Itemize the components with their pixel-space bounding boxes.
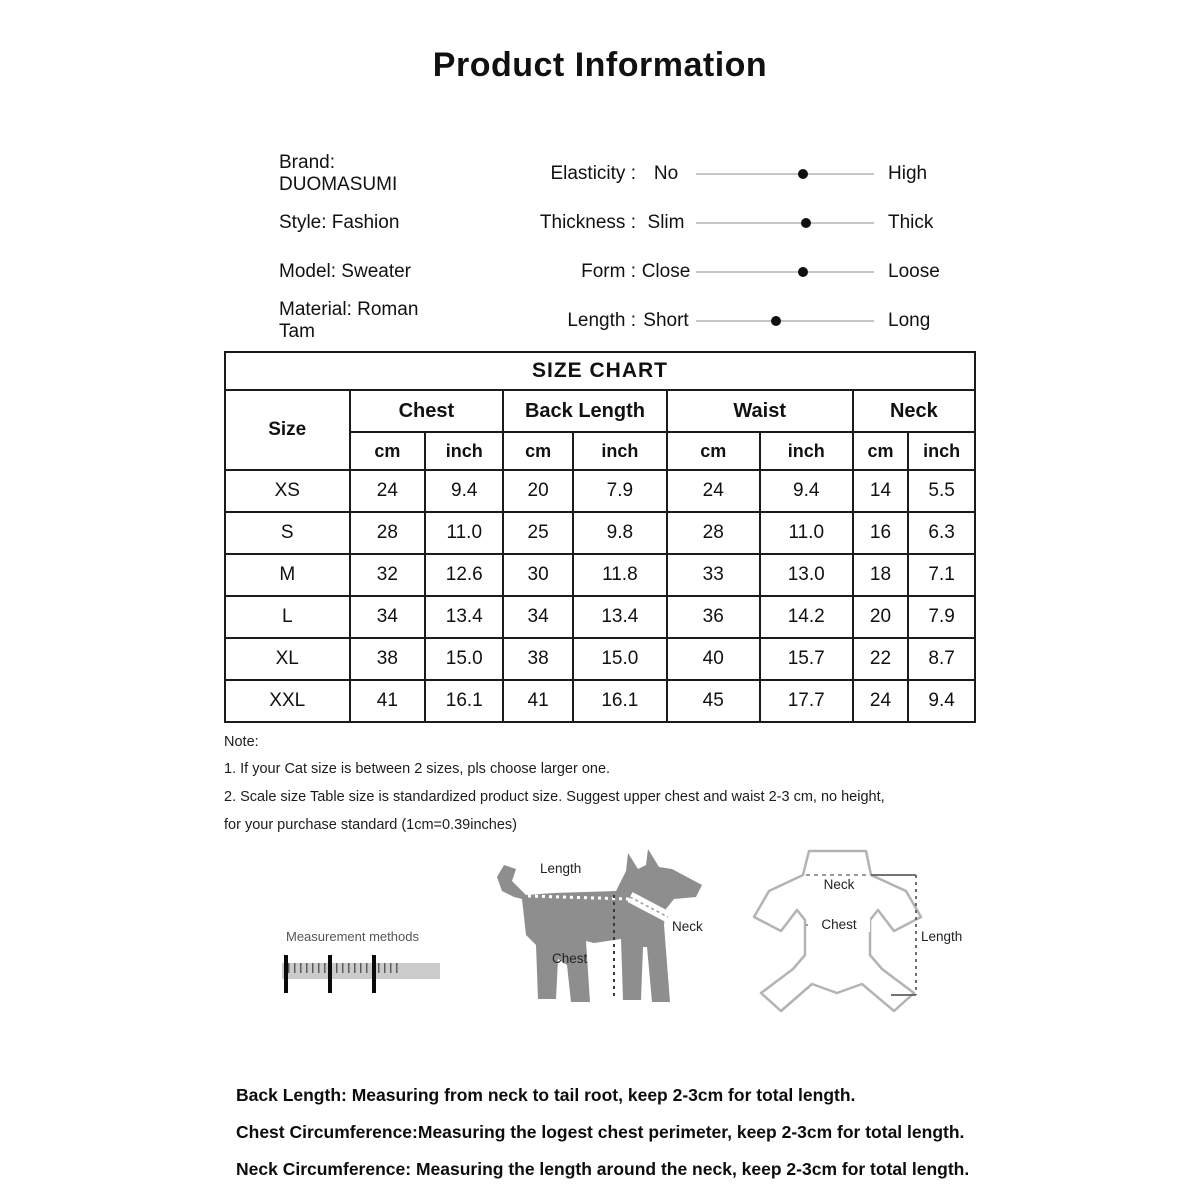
table-cell: 25 <box>503 512 573 554</box>
note-line: for your purchase standard (1cm=0.39inches) <box>224 817 517 833</box>
slider-left-value: Close <box>641 260 691 282</box>
garment-neck-label: Neck <box>811 877 867 892</box>
slider-left-value: Short <box>643 309 689 331</box>
unit-header: inch <box>908 432 975 470</box>
table-cell: 6.3 <box>908 512 975 554</box>
garment-length-label: Length <box>921 929 963 944</box>
garment-chest-label: Chest <box>808 917 870 932</box>
slider-label: Form : <box>581 260 636 282</box>
back-length-definition: Back Length: Measuring from neck to tail root, keep 2-3cm for total length. <box>236 1085 856 1105</box>
note-heading: Note: <box>224 734 259 750</box>
product-info-page <box>224 0 976 1188</box>
unit-header: inch <box>425 432 503 470</box>
table-cell: 12.6 <box>425 554 503 596</box>
table-cell: 16.1 <box>425 680 503 722</box>
neck-circumference-definition: Neck Circumference: Measuring the length around the neck, keep 2-3cm for total length. <box>236 1159 970 1179</box>
table-cell: 7.9 <box>573 470 667 512</box>
table-cell: 38 <box>503 638 573 680</box>
table-cell: 9.4 <box>760 470 853 512</box>
table-cell: 5.5 <box>908 470 975 512</box>
table-cell: 24 <box>350 470 426 512</box>
table-cell: 9.8 <box>573 512 667 554</box>
size-cell: XXL <box>225 680 350 722</box>
unit-header: cm <box>853 432 909 470</box>
slider-right-value: High <box>888 162 928 184</box>
size-cell: S <box>225 512 350 554</box>
dog-diagram <box>494 847 714 1017</box>
chest-group-header: Chest <box>350 390 504 432</box>
slider-label: Length : <box>567 309 636 331</box>
table-cell: 41 <box>503 680 573 722</box>
note-line: 2. Scale size Table size is standardized product size. Suggest upper chest and waist 2-3 cm, no height, <box>224 789 885 805</box>
slider-left-value: No <box>653 162 679 184</box>
table-cell: 40 <box>667 638 760 680</box>
size-cell: XL <box>225 638 350 680</box>
slider-dot <box>801 218 811 228</box>
measurement-caption: Measurement methods <box>286 929 419 944</box>
unit-header: cm <box>503 432 573 470</box>
unit-header: inch <box>573 432 667 470</box>
back-length-group-header: Back Length <box>503 390 667 432</box>
table-cell: 14 <box>853 470 909 512</box>
slider-left-value: Slim <box>647 211 685 233</box>
attribute-row <box>224 198 976 247</box>
table-cell: 20 <box>503 470 573 512</box>
table-cell: 13.0 <box>760 554 853 596</box>
brand-text: Brand: DUOMASUMI <box>279 151 398 195</box>
table-cell: 16.1 <box>573 680 667 722</box>
style-text: Style: Fashion <box>279 211 400 233</box>
size-cell: L <box>225 596 350 638</box>
slider-dot <box>798 169 808 179</box>
definitions-section <box>224 1077 976 1188</box>
table-cell: 15.7 <box>760 638 853 680</box>
table-cell: 32 <box>350 554 426 596</box>
slider-track <box>696 320 874 322</box>
table-cell: 15.0 <box>425 638 503 680</box>
table-cell: 34 <box>350 596 426 638</box>
slider-dot <box>798 267 808 277</box>
material-text: Material: Roman Tam <box>279 298 419 342</box>
table-cell: 45 <box>667 680 760 722</box>
table-cell: 28 <box>350 512 426 554</box>
ruler-icon <box>282 963 440 979</box>
table-cell: 36 <box>667 596 760 638</box>
table-cell: 30 <box>503 554 573 596</box>
table-cell: 15.0 <box>573 638 667 680</box>
neck-group-header: Neck <box>853 390 975 432</box>
ruler-major-tick <box>372 955 376 993</box>
table-cell: 28 <box>667 512 760 554</box>
table-cell: 13.4 <box>573 596 667 638</box>
page-title: Product Information <box>432 46 768 84</box>
table-row <box>225 470 975 512</box>
dog-length-label: Length <box>540 861 582 876</box>
table-cell: 34 <box>503 596 573 638</box>
table-cell: 38 <box>350 638 426 680</box>
size-cell: M <box>225 554 350 596</box>
waist-group-header: Waist <box>667 390 853 432</box>
dog-chest-label: Chest <box>552 951 588 966</box>
table-cell: 17.7 <box>760 680 853 722</box>
measurement-section <box>224 841 976 1053</box>
attributes-section <box>224 149 976 345</box>
table-cell: 24 <box>853 680 909 722</box>
slider-right-value: Long <box>888 309 931 331</box>
chest-circumference-definition: Chest Circumference:Measuring the logest chest perimeter, keep 2-3cm for total length. <box>236 1122 965 1142</box>
ruler-major-tick <box>284 955 288 993</box>
ruler-minor-ticks <box>288 963 402 973</box>
dog-neck-label: Neck <box>672 919 703 934</box>
table-row <box>225 638 975 680</box>
slider-label: Thickness : <box>539 211 636 233</box>
table-cell: 8.7 <box>908 638 975 680</box>
size-chart-title: SIZE CHART <box>225 352 975 390</box>
unit-header: inch <box>760 432 853 470</box>
table-row <box>225 680 975 722</box>
table-cell: 11.0 <box>760 512 853 554</box>
table-row <box>225 512 975 554</box>
slider-dot <box>771 316 781 326</box>
slider-right-value: Loose <box>888 260 940 282</box>
ruler-major-tick <box>328 955 332 993</box>
table-cell: 24 <box>667 470 760 512</box>
size-chart-table <box>224 351 976 723</box>
unit-header: cm <box>667 432 760 470</box>
table-cell: 11.0 <box>425 512 503 554</box>
table-cell: 18 <box>853 554 909 596</box>
table-cell: 13.4 <box>425 596 503 638</box>
table-cell: 22 <box>853 638 909 680</box>
slider-right-value: Thick <box>888 211 934 233</box>
attribute-row <box>224 247 976 296</box>
table-cell: 14.2 <box>760 596 853 638</box>
slider-track <box>696 173 874 175</box>
garment-diagram <box>751 847 966 1014</box>
table-row <box>225 554 975 596</box>
table-cell: 16 <box>853 512 909 554</box>
slider-label: Elasticity : <box>550 162 636 184</box>
size-header: Size <box>225 390 350 470</box>
table-row <box>225 596 975 638</box>
table-cell: 9.4 <box>908 680 975 722</box>
table-cell: 7.9 <box>908 596 975 638</box>
table-cell: 33 <box>667 554 760 596</box>
table-cell: 20 <box>853 596 909 638</box>
unit-header: cm <box>350 432 426 470</box>
model-text: Model: Sweater <box>279 260 412 282</box>
slider-track <box>696 222 874 224</box>
table-cell: 41 <box>350 680 426 722</box>
size-cell: XS <box>225 470 350 512</box>
table-cell: 9.4 <box>425 470 503 512</box>
attribute-row <box>224 149 976 198</box>
attribute-row <box>224 296 976 345</box>
slider-track <box>696 271 874 273</box>
table-cell: 7.1 <box>908 554 975 596</box>
note-line: 1. If your Cat size is between 2 sizes, pls choose larger one. <box>224 761 611 777</box>
table-cell: 11.8 <box>573 554 667 596</box>
note-section <box>224 729 976 839</box>
